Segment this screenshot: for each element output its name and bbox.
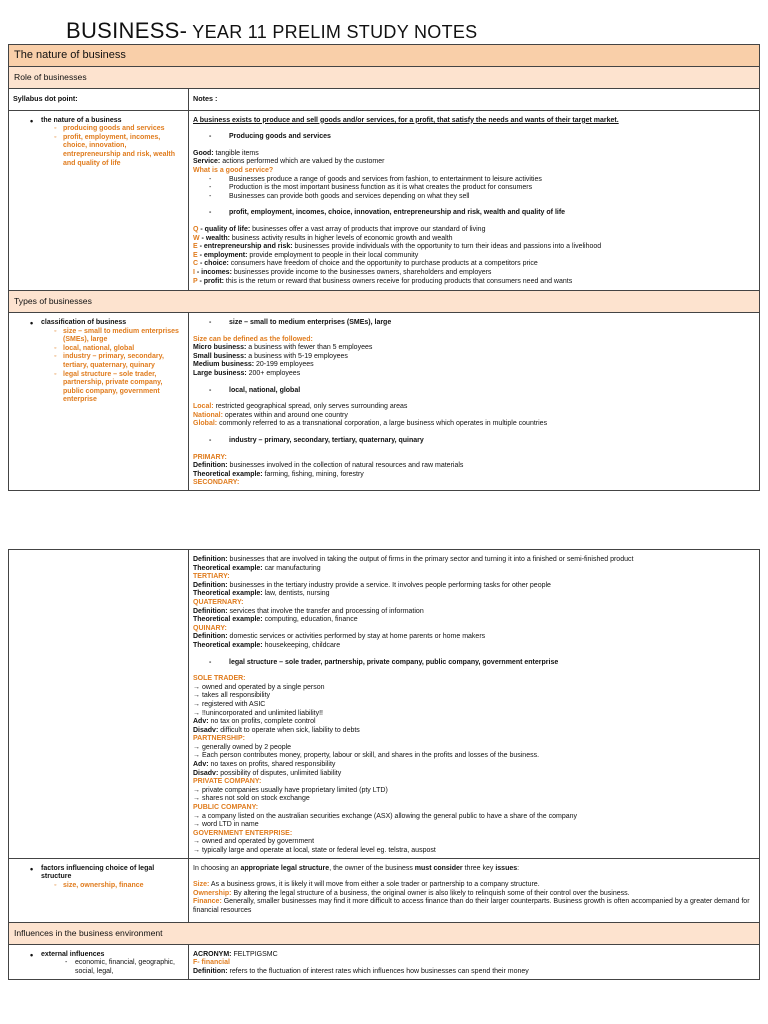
- notes-table-1: [8, 44, 760, 491]
- header-syllabus: Syllabus dot point:: [9, 89, 189, 111]
- row-role: • the nature of a business ◦ producing goods and services ◦ profit, employment, incomes, choice, innovation, entrepreneurship and risk, wealth and quality of life A business exists to produce and sell goods and/or services, for a profit, that satisfy the needs and wants of their target market. - Producing goods and services Good: tangible items Service: actions performed which are valued by the customer What is a good service? - Businesses produce a range of goods and services from fashion, to entertainment to leisure activities - Production is the most important business function as it is what creates the product for consumers - Businesses can provide both goods and services depending on what they sell - profit, employment, incomes, choice, innovation, entrepreneurship and risk, wealth and quality of life Q - quality of life: businesses offer a vast array of products that improve our standard of living W - wealth: business activity results in higher levels of economic growth and wealth E - entrepreneurship and risk: businesses provide individuals with the opportunity to turn their ideas and passions into a livelihood E - employment: provide employment to people in their local community C - choice: consumers have freedom of choice and the opportunity to purchase products at a competitors price I - incomes: businesses provide income to the businesses owners, shareholders and employers P - profit: this is the return or reward that business owners receive for producing products that consumers need and wants: [9, 110, 760, 291]
- header-notes: Notes :: [189, 89, 760, 111]
- syllabus-point: • external influences - economic, financial, geographic, social, legal,: [41, 951, 184, 977]
- row-types-cont: Definition: businesses that are involved in taking the output of firms in the primary sector and turning it into a finished or semi-finished product Theoretical example: car manufacturing TERTIARY: Definition: businesses in the tertiary industry provide a service. It involves people performing tasks for other people Theoretical example: law, dentists, nursing QUATERNARY: Definition: services that involve the transfer and processing of information Theoretical example: computing, education, finance QUINARY: Definition: domestic services or activities performed by stay at home parents or home makers Theoretical example: housekeeping, childcare - legal structure – sole trader, partnership, private company, public company, government enterprise SOLE TRADER: → owned and operated by a single person → takes all responsibility → registered with ASIC → !!unincorporated and unlimited liability!! Adv: no tax on profits, complete control Disadv: difficult to operate when sick, liability to debts PARTNERSHIP: → generally owned by 2 people → Each person contributes money, property, labour or skill, and shares in the profits and losses of the business. Adv: no taxes on profits, shared responsibility Disadv: possibility of disputes, unlimited liability PRIVATE COMPANY: → private companies usually have proprietary limited (pty LTD) → shares not sold on stock exchange PUBLIC COMPANY: → a company listed on the australian securities exchange (ASX) allowing the general public to have a share of the company → word LTD in name GOVERNMENT ENTERPRISE: → owned and operated by government → typically large and operate at local, state or federal level eg. telstra, auspost: [9, 550, 760, 859]
- row-influences: • external influences - economic, financial, geographic, social, legal, ACRONYM: FELTPIGSMC F- financial Definition: refers to the fluctuation of interest rates which influences how businesses can spend their money: [9, 944, 760, 980]
- syllabus-point: • classification of business ◦ size – small to medium enterprises (SMEs), large ◦ local, national, global ◦ industry – primary, secondary, tertiary, quaternary, quinary ◦ legal structure – sole trader, partnership, private company, public company, government enterprise: [41, 319, 184, 405]
- syllabus-point: • factors influencing choice of legal structure ◦ size, ownership, finance: [41, 865, 184, 891]
- subsection-title: Role of businesses: [9, 67, 760, 89]
- definition: A business exists to produce and sell goods and/or services, for a profit, that satisfy the needs and wants of their target market.: [193, 116, 619, 124]
- subsection-title: Types of businesses: [9, 291, 760, 313]
- syllabus-point: • the nature of a business ◦ producing goods and services ◦ profit, employment, incomes, choice, innovation, entrepreneurship and risk, wealth and quality of life: [41, 117, 184, 169]
- subsection-title: Influences in the business environment: [9, 922, 760, 944]
- section-title: The nature of business: [9, 45, 760, 67]
- notes-table-2: [8, 549, 760, 980]
- page-title: BUSINESS- YEAR 11 PRELIM STUDY NOTES: [66, 18, 478, 43]
- row-factors: • factors influencing choice of legal structure ◦ size, ownership, finance In choosing an appropriate legal structure, the owner of the business must consider three key issues: Size: As a business grows, it is likely it will move from either a sole trader or partnership to a company structure. Ownership: By altering the legal structure of a business, the original owner is also likely to relinquish some of their control over the business. Finance: Generally, smaller businesses may find it more difficult to access finance than do their larger counterparts. Business growth is often accompanied by a greater demand for financial resources: [9, 858, 760, 922]
- row-types: • classification of business ◦ size – small to medium enterprises (SMEs), large ◦ local, national, global ◦ industry – primary, secondary, tertiary, quaternary, quinary ◦ legal structure – sole trader, partnership, private company, public company, government enterprise - size – small to medium enterprises (SMEs), large Size can be defined as the followed: Micro business: a business with fewer than 5 employees Small business: a business with 5-19 employees Medium business: 20-199 employees Large business: 200+ employees - local, national, global Local: restricted geographical spread, only serves surrounding areas National: operates within and around one country Global: commonly referred to as a transnational corporation, a large business which operates in multiple countries - industry – primary, secondary, tertiary, quaternary, quinary PRIMARY: Definition: businesses involved in the collection of natural resources and raw materials Theoretical example: farming, fishing, mining, forestry SECONDARY:: [9, 313, 760, 491]
